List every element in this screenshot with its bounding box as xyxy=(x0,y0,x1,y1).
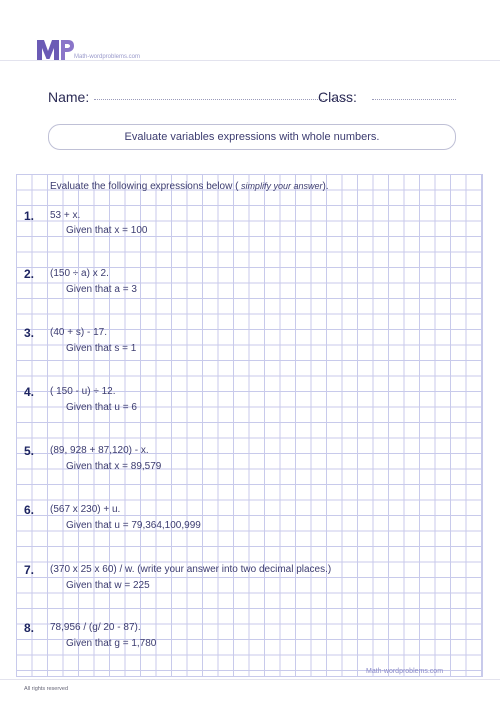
problem-7-number: 7. xyxy=(24,563,35,577)
instructions-emphasis: simplify your answer xyxy=(238,181,323,191)
worksheet-title xyxy=(48,124,456,150)
name-class-row xyxy=(48,89,468,109)
problem-1-given: Given that x = 100 xyxy=(66,225,148,236)
problem-5-number: 5. xyxy=(24,444,35,458)
problem-5-given: Given that x = 89,579 xyxy=(66,461,162,472)
worksheet-title-text: Evaluate variables expressions with whole numbers. xyxy=(124,131,380,143)
problem-1-expression: 53 + x. xyxy=(50,210,81,221)
class-line xyxy=(372,99,456,100)
problem-3-given: Given that s = 1 xyxy=(66,343,137,354)
name-label: Name: xyxy=(48,89,90,105)
problem-5-expression: (89, 928 + 87,120) - x. xyxy=(50,445,149,456)
footer-divider xyxy=(0,679,500,680)
problem-8-number: 8. xyxy=(24,621,35,635)
footer-logo: Math-wordproblems.com xyxy=(366,668,444,675)
problem-1-number: 1. xyxy=(24,209,35,223)
instructions-prefix: Evaluate the following expressions below ( xyxy=(50,181,239,192)
problem-8-given: Given that g = 1,780 xyxy=(66,638,157,649)
problem-2-given: Given that a = 3 xyxy=(66,284,137,295)
problem-2-number: 2. xyxy=(24,267,35,281)
rights-notice: All rights reserved xyxy=(24,686,69,692)
problem-3-expression: (40 + s) - 17. xyxy=(50,327,107,338)
header-divider xyxy=(0,60,500,61)
problem-3-number: 3. xyxy=(24,326,35,340)
problem-7-given: Given that w = 225 xyxy=(66,580,150,591)
math-wordproblems-logo xyxy=(36,38,74,62)
problem-7-expression: (370 x 25 x 60) / w. (write your answer into two decimal places.) xyxy=(50,564,332,575)
instructions xyxy=(50,181,329,192)
class-label: Class: xyxy=(318,89,357,105)
name-line xyxy=(94,99,348,100)
problem-4-given: Given that u = 6 xyxy=(66,402,137,413)
problem-4-number: 4. xyxy=(24,385,35,399)
problem-6-expression: (567 x 230) + u. xyxy=(50,504,121,515)
instructions-suffix: ). xyxy=(322,181,329,192)
logo-subtitle: Math-wordproblems.com xyxy=(74,54,141,60)
problem-8-expression: 78,956 / (g/ 20 - 87). xyxy=(50,622,141,633)
problem-4-expression: ( 150 - u) ÷ 12. xyxy=(50,386,116,397)
grid-paper xyxy=(16,174,483,677)
problem-2-expression: (150 ÷ a) x 2. xyxy=(50,268,109,279)
problem-6-number: 6. xyxy=(24,503,35,517)
problem-6-given: Given that u = 79,364,100,999 xyxy=(66,520,201,531)
